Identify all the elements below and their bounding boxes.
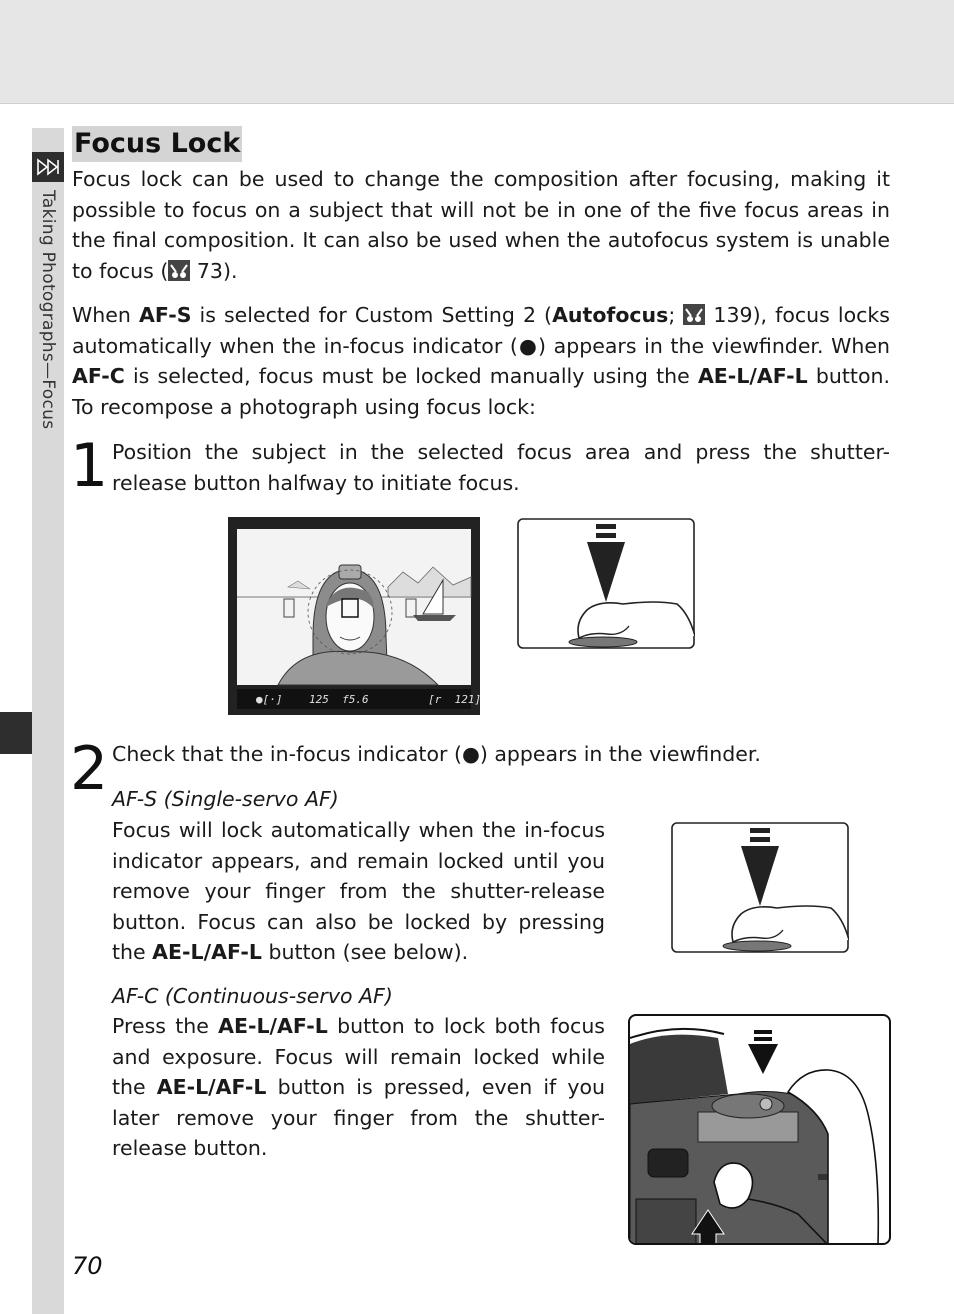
step-2-text: Check that the in-focus indicator (●) appears in the viewfinder. <box>112 742 761 766</box>
viewfinder-display: ●[·] 125 f5.6 [r 121] <box>256 693 482 706</box>
afc-description: Press the AE-L/AF-L button to lock both focus and exposure. Focus will remain locked while the AE-L/AF-L button is pressed, even if you later remove your finger from the shutter-release button. <box>112 1014 605 1160</box>
intro-paragraph-2: When AF-S is selected for Custom Setting 2 (Autofocus; 139), focus locks automatically when the in-focus indicator (●) appears in the viewfinder. When AF-C is selected, focus must be locked manually using the AE-L/AF-L button. To recompose a photograph using focus lock: <box>72 303 890 419</box>
step-1-text: Position the subject in the selected focus area and press the shutter-release button halfway to initiate focus. <box>112 440 890 495</box>
intro-paragraph-1: Focus lock can be used to change the composition after focusing, making it possible to focus on a subject that will not be in one of the five focus areas in the final composition. It can also be used when the autofocus system is unable to focus ( 73). <box>72 167 890 283</box>
afs-heading: AF-S (Single-servo AF) <box>112 787 339 811</box>
page-reference-icon <box>168 259 190 280</box>
step-2-number: 2 <box>70 734 109 804</box>
page-reference-icon <box>683 303 705 324</box>
page-number: 70 <box>72 1252 103 1280</box>
manual-section-icon <box>32 152 64 182</box>
shutter-half-press-illustration <box>517 518 695 649</box>
sidebar-section-label: Taking Photographs—Focus <box>38 190 58 430</box>
shutter-press-afs-illustration <box>671 822 849 953</box>
chapter-tab <box>0 712 32 754</box>
camera-ael-afl-illustration <box>628 1014 891 1245</box>
page-title: Focus Lock <box>72 126 242 162</box>
step-1-number: 1 <box>70 431 109 501</box>
top-band <box>0 0 954 104</box>
afs-description: Focus will lock automatically when the in-focus indicator appears, and remain locked until you remove your finger from the shutter-release button. Focus can also be locked by pressing the AE-L/AF-L button (see below). <box>112 818 605 964</box>
viewfinder-illustration <box>228 517 480 715</box>
afc-heading: AF-C (Continuous-servo AF) <box>112 984 393 1008</box>
